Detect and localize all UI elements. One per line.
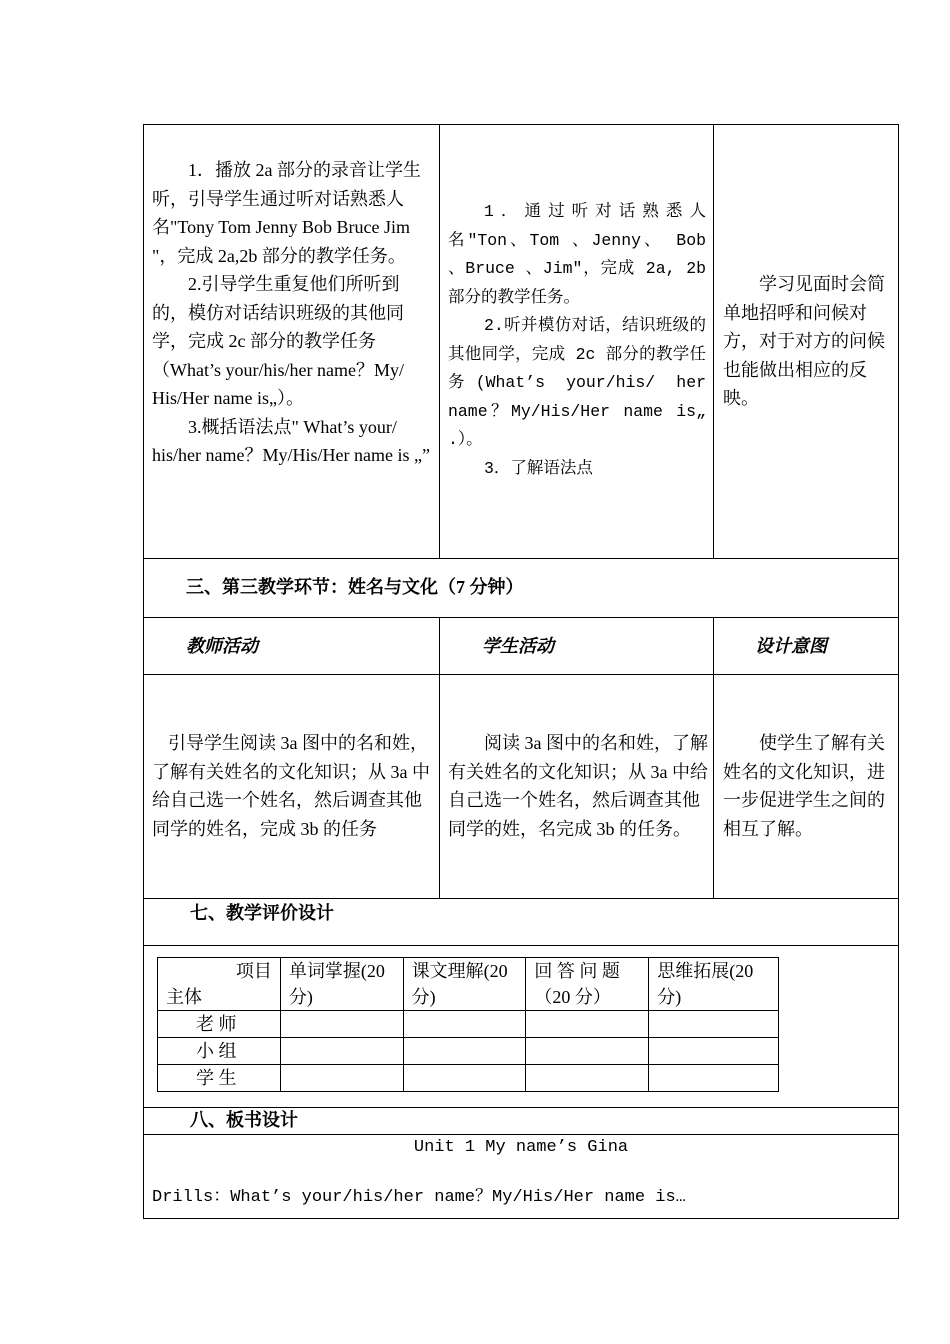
table-border-right [898, 124, 899, 1219]
evaluation-table [157, 957, 779, 1092]
eval-cell [403, 1038, 526, 1065]
section-3-design-intent [723, 729, 893, 843]
eval-cell [526, 1038, 649, 1065]
column-divider [713, 124, 714, 559]
section-8-title: 八、板书设计 [190, 1110, 298, 1130]
eval-cell [526, 1065, 649, 1092]
table-border [143, 617, 899, 618]
eval-corner-bottom: 主体 [166, 987, 202, 1007]
table-border [143, 558, 899, 559]
student-step-3: 3．了解语法点 [484, 458, 593, 478]
eval-row-teacher: 老 师 [158, 1011, 281, 1038]
column-divider [439, 617, 440, 899]
table-border [143, 945, 899, 946]
section-3-student-text: 阅读 3a 图中的名和姓，了解有关姓名的文化知识；从 3a 中给自己选一个姓名，然后调查其他同学的姓，名完成 3b 的任务。 [448, 733, 708, 839]
teacher-step-2: 2.引导学生重复他们所听到的，模仿对话结识班级的其他同学，完成 2c 部分的教学任务（What’s your/his/her name？My/ His/Her name is„）。 [152, 274, 404, 408]
eval-cell [649, 1038, 779, 1065]
eval-row-group: 小 组 [158, 1038, 281, 1065]
header-teacher-activity: 教师活动 [186, 636, 258, 656]
section-3-title: 三、第三教学环节：姓名与文化（7 分钟） [186, 577, 524, 597]
eval-col-answer-questions: 回 答 问 题（20 分） [526, 958, 649, 1011]
section-3-teacher-activity [152, 729, 434, 843]
eval-cell [280, 1038, 403, 1065]
eval-col-text-comprehension: 课文理解(20分) [403, 958, 526, 1011]
eval-cell [403, 1011, 526, 1038]
eval-corner-cell [158, 958, 281, 1011]
design-intent-text: 学习见面时会简单地招呼和问候对方，对于对方的问候也能做出相应的反映。 [723, 274, 885, 408]
teacher-activity-cell [152, 156, 434, 470]
board-drills: Drills：What’s your/his/her name？My/His/Her name is… [152, 1188, 686, 1207]
column-divider [713, 617, 714, 899]
eval-cell [526, 1011, 649, 1038]
section-3-student-activity [448, 729, 708, 843]
eval-cell [649, 1065, 779, 1092]
eval-corner-top: 项目 [235, 961, 272, 981]
eval-cell [280, 1011, 403, 1038]
eval-cell [403, 1065, 526, 1092]
section-3-intent-text: 使学生了解有关姓名的文化知识，进一步促进学生之间的相互了解。 [723, 733, 885, 839]
student-step-2: 2.听并模仿对话，结识班级的其他同学，完成 2c 部分的教学任务(What’s your/his/ her name？My/His/Her name is„ .）。 [448, 316, 706, 449]
table-border-top [143, 124, 899, 125]
eval-col-vocabulary: 单词掌握(20分) [280, 958, 403, 1011]
eval-cell [649, 1011, 779, 1038]
teacher-step-1: 1．播放 2a 部分的录音让学生听，引导学生通过听对话熟悉人名"Tony Tom Jenny Bob Bruce Jim "，完成 2a,2b 部分的教学任务。 [152, 160, 421, 266]
table-border-bottom [143, 1218, 899, 1219]
student-activity-cell [448, 198, 706, 483]
table-border [143, 674, 899, 675]
section-7-title: 七、教学评价设计 [190, 903, 334, 923]
student-step-1: 1．通过听对话熟悉人名"Ton、Tom 、Jenny、 Bob 、Bruce 、Jim"，完成 2a, 2b 部分的教学任务。 [448, 202, 706, 307]
board-title: Unit 1 My name’s Gina [413, 1138, 629, 1157]
design-intent-cell [723, 270, 893, 413]
header-design-intent: 设计意图 [755, 636, 827, 656]
eval-row-student: 学 生 [158, 1065, 281, 1092]
header-student-activity: 学生活动 [482, 636, 554, 656]
table-border-left [143, 124, 144, 1219]
column-divider [439, 124, 440, 559]
section-3-teacher-text: 引导学生阅读 3a 图中的名和姓，了解有关姓名的文化知识；从 3a 中给自己选一个姓名，然后调查其他同学的姓名，完成 3b 的任务 [152, 733, 430, 839]
eval-cell [280, 1065, 403, 1092]
teacher-step-3: 3.概括语法点" What’s your/ his/her name？My/His/Her name is „” [152, 416, 430, 465]
eval-col-thinking-extension: 思维拓展(20分) [649, 958, 779, 1011]
